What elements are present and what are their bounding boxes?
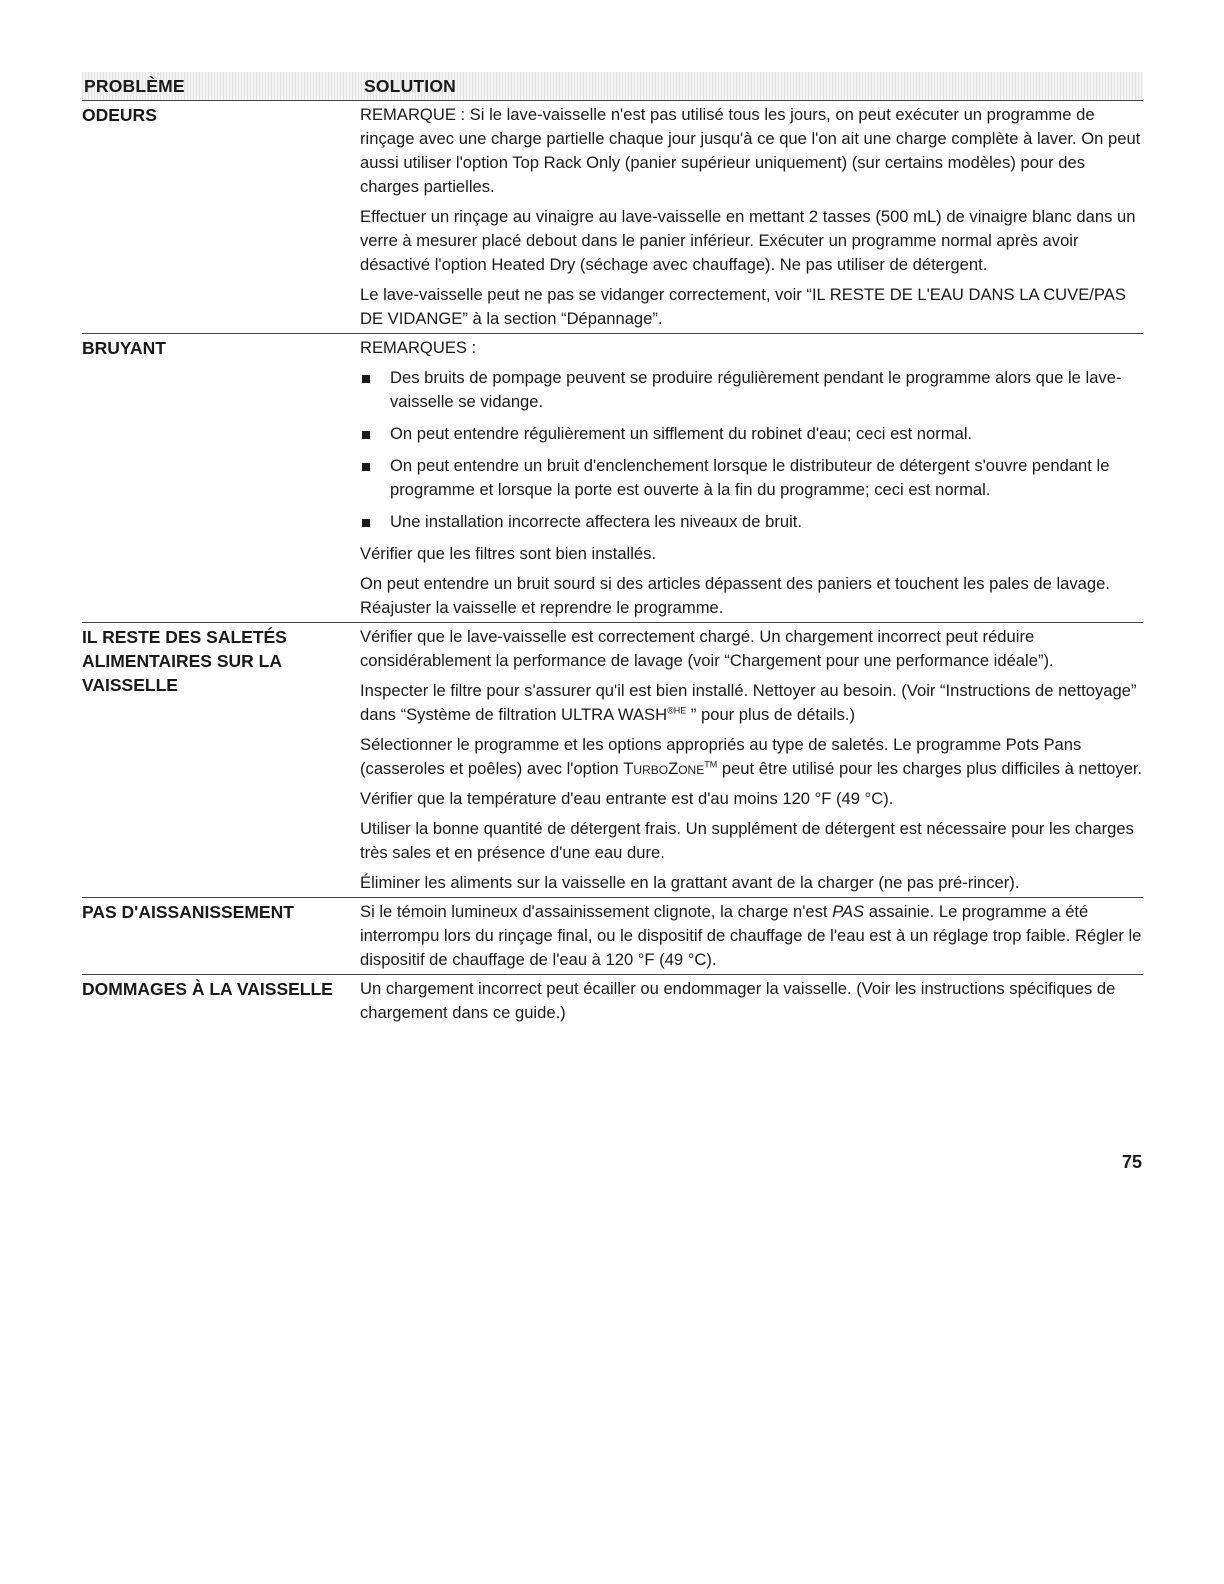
list-item: Une installation incorrecte affectera les niveaux de bruit. — [360, 510, 1143, 534]
solution-paragraph — [360, 900, 1143, 972]
solution-cell — [360, 334, 1143, 622]
solution-paragraph — [360, 733, 1143, 781]
emphasis-text: PAS — [832, 902, 865, 921]
list-item: On peut entendre un bruit d'enclenchement lorsque le distributeur de détergent s'ouvre pendant le programme et lorsque la porte est ouverte à la fin du programme; ceci est normal. — [360, 454, 1143, 502]
problem-label: BRUYANT — [82, 338, 166, 358]
problem-label: DOMMAGES À LA VAISSELLE — [82, 979, 333, 999]
solution-paragraph — [360, 679, 1143, 727]
list-item: On peut entendre régulièrement un sifflement du robinet d'eau; ceci est normal. — [360, 422, 1143, 446]
solution-paragraph: Un chargement incorrect peut écailler ou endommager la vaisselle. (Voir les instructions spécifiques de chargement dans ce guide.) — [360, 979, 1116, 1022]
table-row — [82, 101, 1143, 334]
solution-cell — [360, 898, 1143, 974]
problem-label: PAS D'AISSANISSEMENT — [82, 902, 294, 922]
page-number: 75 — [1121, 1152, 1142, 1172]
table-row — [82, 334, 1143, 623]
text-fragment: Si le témoin lumineux d'assainissement clignote, la charge n'est — [360, 902, 833, 921]
text-fragment: Sélectionner le programme et les options appropriés au type de saletés. Le programme Pots Pans (casseroles et poêles) avec l'option — [360, 735, 1082, 778]
bullet-list — [360, 366, 1143, 534]
solution-paragraph: Effectuer un rinçage au vinaigre au lave-vaisselle en mettant 2 tasses (500 mL) de vinaigre blanc dans un verre à mesurer placé debout dans le panier inférieur. Exécuter un programme normal après avoir désactivé l'option Heated Dry (séchage avec chauffage). Ne pas utiliser de détergent. — [360, 207, 1136, 274]
table-row — [82, 623, 1143, 898]
solution-intro: REMARQUES : — [360, 338, 477, 357]
solution-paragraph: Éliminer les aliments sur la vaisselle en la grattant avant de la charger (ne pas pré-rincer). — [360, 873, 1020, 892]
text-fragment: peut être utilisé pour les charges plus difficiles à nettoyer. — [717, 759, 1143, 778]
table-row — [82, 975, 1143, 1027]
header-problem: PROBLÈME — [84, 76, 185, 96]
list-item: Des bruits de pompage peuvent se produire régulièrement pendant le programme alors que le lave-vaisselle se vidange. — [360, 366, 1143, 414]
solution-cell — [360, 623, 1143, 897]
solution-paragraph: On peut entendre un bruit sourd si des articles dépassent des paniers et touchent les pales de lavage. Réajuster la vaisselle et reprendre le programme. — [360, 574, 1110, 617]
header-solution: SOLUTION — [364, 76, 457, 96]
solution-paragraph: REMARQUE : Si le lave-vaisselle n'est pas utilisé tous les jours, on peut exécuter un programme de rinçage avec une charge partielle chaque jour jusqu'à ce que l'on ait une charge complète à laver. On peut aussi utiliser l'option Top Rack Only (panier supérieur uniquement) (sur certains modèles) pour des charges partielles. — [360, 105, 1141, 196]
trademark-mark: TM — [704, 759, 718, 770]
solution-paragraph: Vérifier que la température d'eau entrante est d'au moins 120 °F (49 °C). — [360, 789, 894, 808]
solution-paragraph: Le lave-vaisselle peut ne pas se vidanger correctement, voir “IL RESTE DE L'EAU DANS LA CUVE/PAS DE VIDANGE” à la section “Dépannage”. — [360, 285, 1126, 328]
table-row — [82, 898, 1143, 975]
problem-label: IL RESTE DES SALETÉS ALIMENTAIRES SUR LA VAISSELLE — [82, 627, 287, 695]
solution-cell — [360, 975, 1143, 1027]
table-header — [82, 72, 1143, 101]
troubleshooting-table — [82, 72, 1143, 1027]
brand-name: TurboZone — [623, 759, 705, 778]
registered-he-mark: ®HE — [667, 705, 687, 716]
solution-paragraph: Vérifier que le lave-vaisselle est correctement chargé. Un chargement incorrect peut réduire considérablement la performance de lavage (voir “Chargement pour une performance idéale”). — [360, 627, 1054, 670]
solution-paragraph: Utiliser la bonne quantité de détergent frais. Un supplément de détergent est nécessaire pour les charges très sales et en présence d'une eau dure. — [360, 819, 1134, 862]
text-fragment: assainie. Le programme a été interrompu lors du rinçage final, ou le dispositif de chauffage de l'eau est à un réglage trop faible. Régler le dispositif de chauffage de l'eau à 120 °F (49 °C). — [360, 902, 1142, 969]
text-fragment: Inspecter le filtre pour s'assurer qu'il est bien installé. Nettoyer au besoin. (Voir “Instructions de nettoyage” dans “Système de filtration ULTRA WASH — [360, 681, 1137, 724]
solution-paragraph: Vérifier que les filtres sont bien installés. — [360, 544, 657, 563]
problem-label: ODEURS — [82, 105, 157, 125]
solution-cell — [360, 101, 1143, 333]
text-fragment: ” pour plus de détails.) — [686, 705, 856, 724]
